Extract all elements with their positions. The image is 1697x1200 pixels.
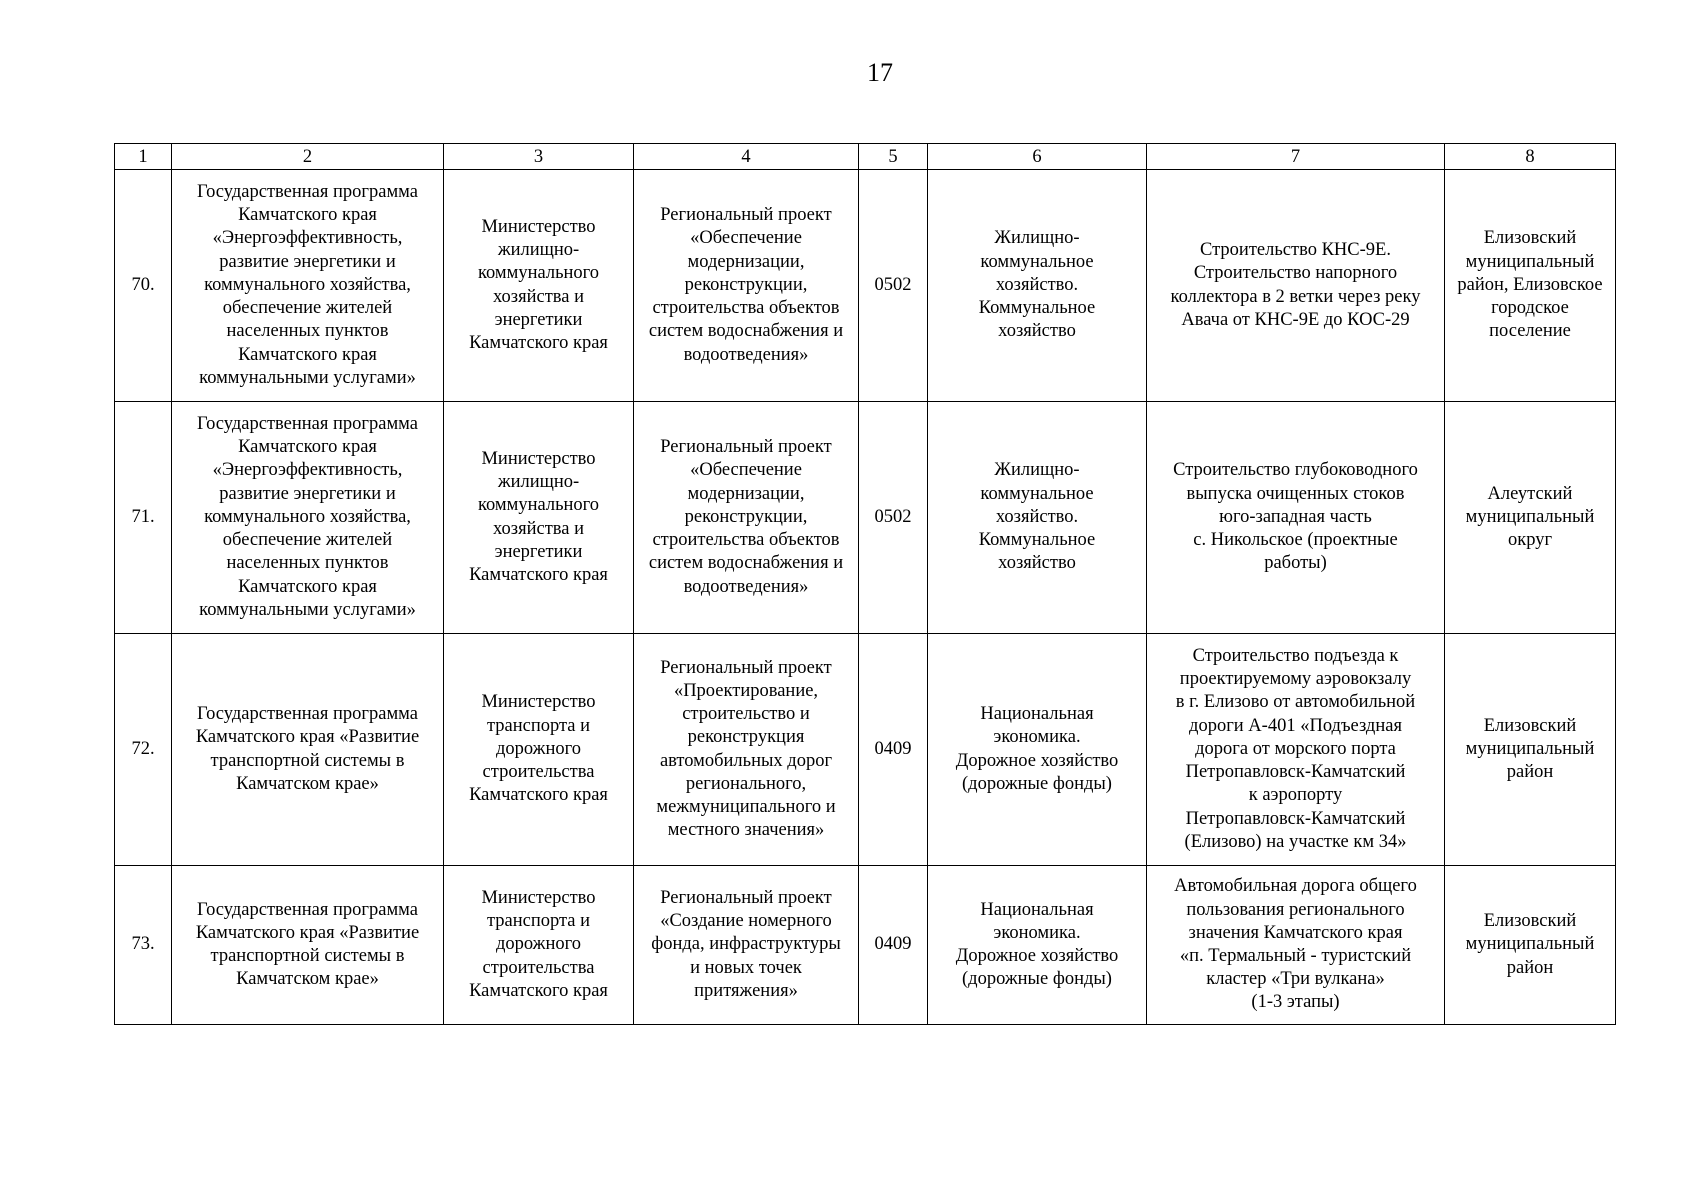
- program-cell: Государственная программа Камчатского края «Развитие транспортной системы в Камчатском крае»: [172, 866, 444, 1025]
- column-header: 8: [1445, 144, 1616, 170]
- table-row: [115, 866, 1616, 1025]
- program-cell: Государственная программа Камчатского края «Развитие транспортной системы в Камчатском крае»: [172, 634, 444, 866]
- header-row: [115, 144, 1616, 170]
- code-cell: 0502: [859, 170, 928, 402]
- table-row: [115, 402, 1616, 634]
- column-header: 3: [444, 144, 634, 170]
- code-cell: 0409: [859, 866, 928, 1025]
- program-cell: Государственная программа Камчатского края «Энергоэффективность, развитие энергетики и коммунального хозяйства, обеспечение жителей населенных пунктов Камчатского края коммунальными услугами»: [172, 402, 444, 634]
- row-number-cell: 72.: [115, 634, 172, 866]
- ministry-cell: Министерство транспорта и дорожного строительства Камчатского края: [444, 634, 634, 866]
- row-number-cell: 70.: [115, 170, 172, 402]
- municipality-cell: Алеутский муниципальный округ: [1445, 402, 1616, 634]
- section-cell: Национальная экономика. Дорожное хозяйство (дорожные фонды): [928, 866, 1147, 1025]
- ministry-cell: Министерство жилищно- коммунального хозяйства и энергетики Камчатского края: [444, 170, 634, 402]
- code-cell: 0409: [859, 634, 928, 866]
- column-header: 6: [928, 144, 1147, 170]
- section-cell: Национальная экономика. Дорожное хозяйство (дорожные фонды): [928, 634, 1147, 866]
- code-cell: 0502: [859, 402, 928, 634]
- column-header: 5: [859, 144, 928, 170]
- project-cell: Региональный проект «Проектирование, строительство и реконструкция автомобильных дорог регионального, межмуниципального и местного значения»: [634, 634, 859, 866]
- section-cell: Жилищно- коммунальное хозяйство. Коммунальное хозяйство: [928, 402, 1147, 634]
- column-header: 4: [634, 144, 859, 170]
- ministry-cell: Министерство транспорта и дорожного строительства Камчатского края: [444, 866, 634, 1025]
- table-row: [115, 170, 1616, 402]
- project-cell: Региональный проект «Создание номерного фонда, инфраструктуры и новых точек притяжения»: [634, 866, 859, 1025]
- object-cell: Строительство КНС-9Е. Строительство напорного коллектора в 2 ветки через реку Авача от КНС-9Е до КОС-29: [1147, 170, 1445, 402]
- object-cell: Автомобильная дорога общего пользования регионального значения Камчатского края «п. Термальный - туристский кластер «Три вулкана» (1-3 этапы): [1147, 866, 1445, 1025]
- column-header: 1: [115, 144, 172, 170]
- page-number: 17: [867, 58, 893, 87]
- municipality-cell: Елизовский муниципальный район: [1445, 634, 1616, 866]
- object-cell: Строительство глубоководного выпуска очищенных стоков юго-западная часть с. Никольское (проектные работы): [1147, 402, 1445, 634]
- section-cell: Жилищно- коммунальное хозяйство. Коммунальное хозяйство: [928, 170, 1147, 402]
- object-cell: Строительство подъезда к проектируемому аэровокзалу в г. Елизово от автомобильной дороги А-401 «Подъездная дорога от морского порта Петропавловск-Камчатский к аэропорту Петропавловск-Камчатский (Елизово) на участке км 34»: [1147, 634, 1445, 866]
- row-number-cell: 73.: [115, 866, 172, 1025]
- table-row: [115, 634, 1616, 866]
- municipality-cell: Елизовский муниципальный район, Елизовское городское поселение: [1445, 170, 1616, 402]
- program-cell: Государственная программа Камчатского края «Энергоэффективность, развитие энергетики и коммунального хозяйства, обеспечение жителей населенных пунктов Камчатского края коммунальными услугами»: [172, 170, 444, 402]
- ministry-cell: Министерство жилищно- коммунального хозяйства и энергетики Камчатского края: [444, 402, 634, 634]
- objects-table: [114, 143, 1616, 1025]
- project-cell: Региональный проект «Обеспечение модернизации, реконструкции, строительства объектов систем водоснабжения и водоотведения»: [634, 170, 859, 402]
- row-number-cell: 71.: [115, 402, 172, 634]
- municipality-cell: Елизовский муниципальный район: [1445, 866, 1616, 1025]
- project-cell: Региональный проект «Обеспечение модернизации, реконструкции, строительства объектов систем водоснабжения и водоотведения»: [634, 402, 859, 634]
- column-header: 7: [1147, 144, 1445, 170]
- column-header: 2: [172, 144, 444, 170]
